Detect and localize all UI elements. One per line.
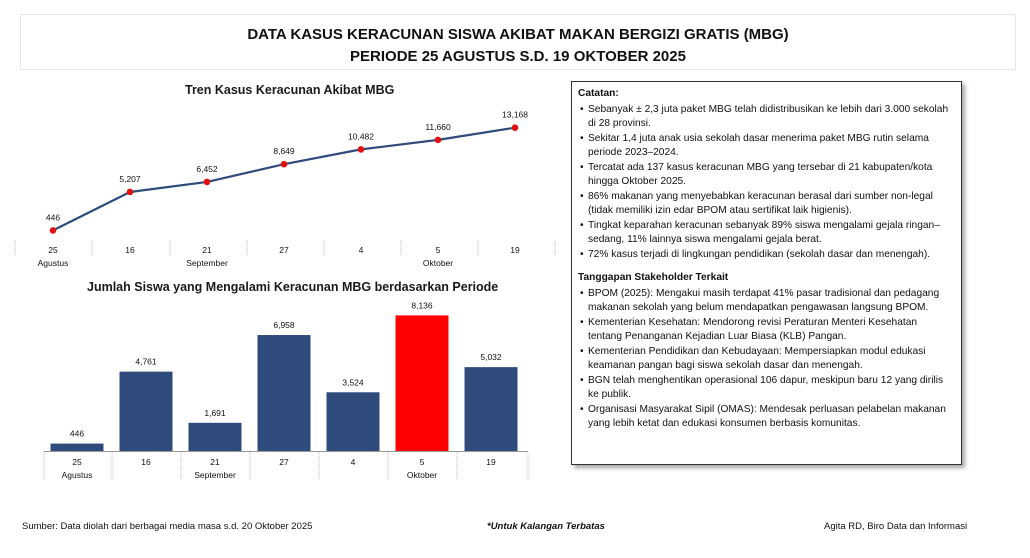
trend-value-label: 13,168 bbox=[502, 109, 528, 120]
month-label: Oktober bbox=[406, 470, 438, 480]
charts-area bbox=[0, 0, 560, 500]
page-title: DATA KASUS KERACUNAN SISWA AKIBAT MAKAN BERGIZI GRATIS (MBG) bbox=[247, 26, 789, 43]
bar-value-label: 8,136 bbox=[411, 300, 433, 311]
notes-heading: Catatan: bbox=[578, 88, 619, 99]
bar-value-label: 5,032 bbox=[480, 352, 502, 363]
bar bbox=[327, 392, 380, 451]
month-label: Agustus bbox=[37, 258, 69, 268]
x-tick-label: 5 bbox=[419, 457, 425, 467]
note-item: • Sekitar 1,4 juta anak usia sekolah dasar menerima paket MBG rutin selama periode 2023–2024. bbox=[578, 132, 953, 160]
note-item: • Sebanyak ± 2,3 juta paket MBG telah didistribusikan ke lebih dari 3.000 sekolah di 28 provinsi. bbox=[578, 103, 953, 131]
note-item: • Tingkat keparahan keracunan sebanyak 89% siswa mengalami gejala ringan–sedang, 11% lainnya siswa mengalami gejala berat. bbox=[578, 219, 953, 247]
author-credit: Agita RD, Biro Data dan Informasi bbox=[824, 521, 968, 532]
notes-panel bbox=[571, 81, 962, 465]
x-tick-label: 16 bbox=[125, 245, 135, 255]
trend-point bbox=[435, 137, 442, 144]
trend-value-label: 5,207 bbox=[119, 173, 141, 184]
x-tick-label: 27 bbox=[279, 457, 289, 467]
trend-value-label: 6,452 bbox=[196, 163, 218, 174]
stakeholder-item: • BPOM (2025): Mengakui masih terdapat 41% pasar tradisional dan pedagang makanan sekolah yang belum mendapatkan pengawasan langsung BPOM. bbox=[578, 287, 953, 315]
bar-value-label: 1,691 bbox=[204, 407, 226, 418]
month-label: September bbox=[194, 470, 236, 480]
note-item: • 72% kasus terjadi di lingkungan pendidikan (sekolah dasar dan menengah). bbox=[578, 248, 953, 262]
x-tick-label: 4 bbox=[350, 457, 356, 467]
trend-value-label: 10,482 bbox=[348, 131, 374, 142]
bar-value-label: 4,761 bbox=[135, 356, 157, 367]
trend-value-label: 446 bbox=[45, 212, 61, 223]
trend-value-label: 8,649 bbox=[273, 146, 295, 157]
x-tick-label: 19 bbox=[510, 245, 520, 255]
stakeholder-item: • Kementerian Kesehatan: Mendorong revisi Peraturan Menteri Kesehatan tentang Penanganan Kejadian Luar Biasa (KLB) Pangan. bbox=[578, 316, 953, 344]
bar bbox=[189, 423, 242, 451]
bar bbox=[465, 367, 518, 451]
bar bbox=[258, 335, 311, 451]
stakeholder-item: • Organisasi Masyarakat Sipil (OMAS): Mendesak perluasan pelabelan makanan yang lebih ketat dan edukasi konsumen berbasis komunitas. bbox=[578, 403, 953, 431]
trend-value-label: 11,660 bbox=[425, 121, 451, 132]
bar bbox=[396, 315, 449, 451]
x-tick-label: 21 bbox=[210, 457, 220, 467]
restricted-note: *Untuk Kalangan Terbatas bbox=[487, 521, 605, 532]
note-item: • 86% makanan yang menyebabkan keracunan berasal dari sumber non-legal (tidak memiliki izin edar BPOM atau sertifikat laik higienis). bbox=[578, 190, 953, 218]
source-note: Sumber: Data diolah dari berbagai media masa s.d. 20 Oktober 2025 bbox=[22, 521, 313, 532]
month-label: September bbox=[186, 258, 228, 268]
line-chart-title: Tren Kasus Keracunan Akibat MBG bbox=[185, 83, 395, 97]
bar-value-label: 6,958 bbox=[273, 320, 295, 331]
x-tick-label: 25 bbox=[72, 457, 82, 467]
trend-point bbox=[204, 179, 211, 186]
x-tick-label: 5 bbox=[435, 245, 441, 255]
month-label: Agustus bbox=[61, 470, 93, 480]
trend-point bbox=[358, 146, 365, 153]
x-tick-label: 25 bbox=[48, 245, 58, 255]
x-tick-label: 4 bbox=[358, 245, 364, 255]
bar-value-label: 3,524 bbox=[342, 377, 364, 388]
trend-point bbox=[281, 161, 288, 168]
bar bbox=[120, 372, 173, 451]
x-tick-label: 19 bbox=[486, 457, 496, 467]
note-item: • Tercatat ada 137 kasus keracunan MBG yang tersebar di 21 kabupaten/kota hingga Oktober 2025. bbox=[578, 161, 953, 189]
x-tick-label: 16 bbox=[141, 457, 151, 467]
notes-list bbox=[578, 103, 953, 262]
trend-point bbox=[50, 227, 57, 234]
bar bbox=[51, 444, 104, 451]
page-subtitle: PERIODE 25 AGUSTUS S.D. 19 OKTOBER 2025 bbox=[350, 48, 686, 65]
trend-point bbox=[512, 124, 519, 131]
trend-point bbox=[127, 189, 134, 196]
stakeholder-item: • Kementerian Pendidikan dan Kebudayaan: Mempersiapkan modul edukasi keamanan pangan bagi siswa sekolah dasar dan menengah. bbox=[578, 345, 953, 373]
stakeholder-heading: Tanggapan Stakeholder Terkait bbox=[578, 272, 729, 284]
x-tick-label: 21 bbox=[202, 245, 212, 255]
bar-chart-title: Jumlah Siswa yang Mengalami Keracunan MBG berdasarkan Periode bbox=[87, 280, 499, 294]
month-label: Oktober bbox=[422, 258, 454, 268]
x-tick-label: 27 bbox=[279, 245, 289, 255]
bar-value-label: 446 bbox=[69, 428, 85, 439]
stakeholder-item: • BGN telah menghentikan operasional 106 dapur, meskipun baru 12 yang dirilis ke publik. bbox=[578, 374, 953, 402]
stakeholder-list bbox=[578, 287, 953, 431]
